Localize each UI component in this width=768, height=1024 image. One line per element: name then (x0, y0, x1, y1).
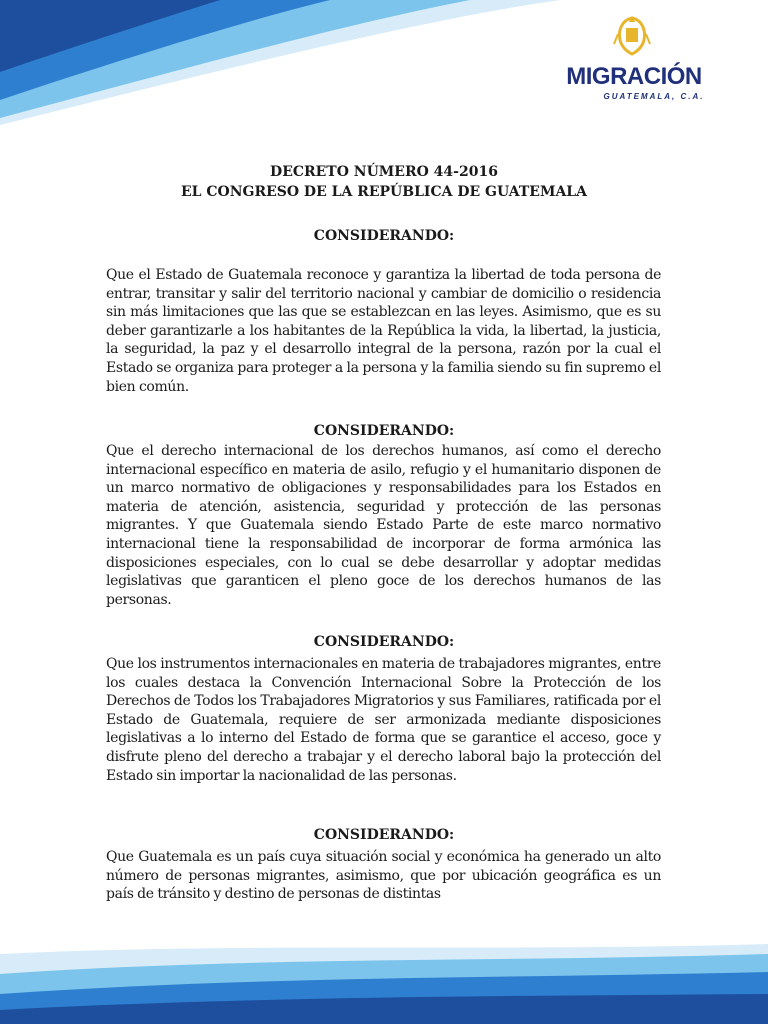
logo-wordmark: MIGRACIÓN (566, 63, 702, 90)
section-paragraph: Que el Estado de Guatemala reconoce y garantiza la libertad de toda persona de entrar, transitar y salir del territorio nacional y cambiar de domicilio o residencia sin más limitaciones que las que se establezcan en las leyes. Asimismo, que es su deber garantizarle a los habitantes de la República la vida, la libertad, la justicia, la seguridad, la paz y el desarrollo integral de la persona, razón por la cual el Estado se organiza para proteger a la persona y la familia siendo su fin supremo el bien común. (106, 267, 661, 395)
section-paragraph: Que Guatemala es un país cuya situación social y económica ha generado un alto número de personas migrantes, asimismo, que por ubicación geográfica es un país de tránsito y destino de personas de distintas (106, 849, 661, 903)
footer-wave-graphic (0, 944, 768, 1024)
section-heading: CONSIDERANDO: (313, 827, 455, 843)
migracion-logo (554, 14, 714, 104)
guatemala-seal-icon (612, 14, 652, 58)
decree-number: DECRETO NÚMERO 44-2016 (270, 164, 498, 180)
congress-title: EL CONGRESO DE LA REPÚBLICA DE GUATEMALA (180, 184, 588, 200)
section-heading: CONSIDERANDO: (313, 228, 455, 244)
section-paragraph: Que el derecho internacional de los derechos humanos, así como el derecho internacional específico en materia de asilo, refugio y el humanitario disponen de un marco normativo de obligaciones y responsabilidades para los Estados en materia de atención, asistencia, seguridad y protección de las personas migrantes. Y que Guatemala siendo Estado Parte de este marco normativo internacional tiene la responsabilidad de incorporar de forma armónica las disposiciones especiales, con lo cual se debe desarrollar y adoptar medidas legislativas que garanticen el pleno goce de los derechos humanos de las personas. (106, 443, 661, 608)
section-heading: CONSIDERANDO: (313, 423, 455, 439)
section-heading: CONSIDERANDO: (313, 634, 455, 650)
section-paragraph: Que los instrumentos internacionales en materia de trabajadores migrantes, entre los cuales destaca la Convención Internacional Sobre la Protección de los Derechos de Todos los Trabajadores Migratorios y sus Familiares, ratificada por el Estado de Guatemala, requiere de ser armonizada mediante disposiciones legislativas a lo interno del Estado de forma que se garantice el acceso, goce y disfrute pleno del derecho a trabajar y el derecho laboral bajo la protección del Estado sin importar la nacionalidad de las personas. (106, 656, 661, 784)
logo-subtitle: GUATEMALA, C.A. (603, 92, 705, 101)
